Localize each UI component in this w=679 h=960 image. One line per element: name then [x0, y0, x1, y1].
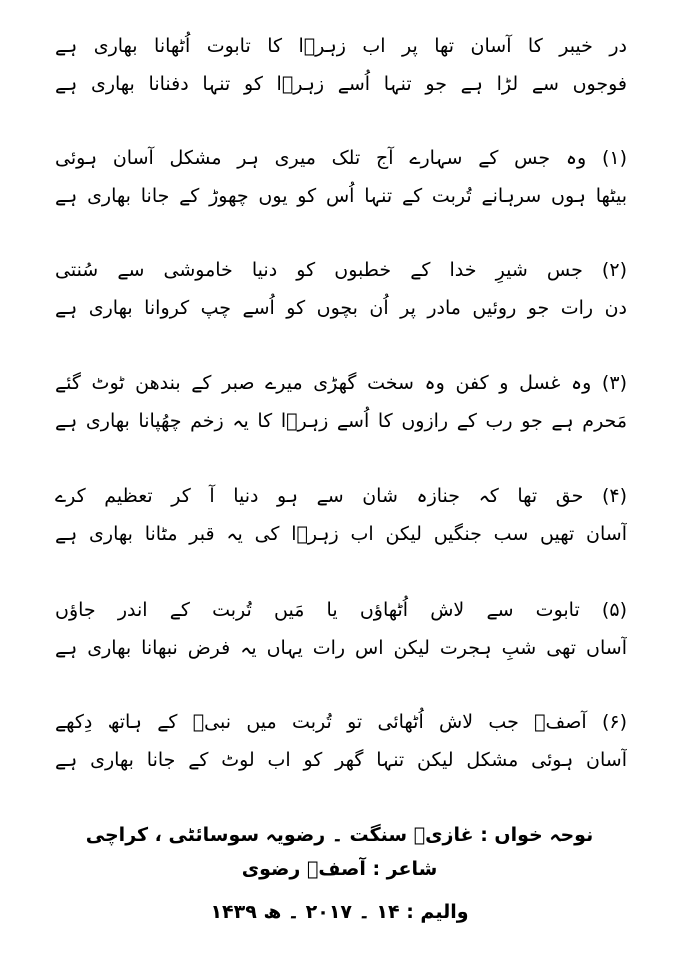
verse-line: دن رات جو روئیں مادر پر اُن بچوں کو اُسے چپ کروانا بھاری ہے — [55, 297, 627, 319]
verse-line: (۶) آصفؔ جب لاش اُٹھائی تو تُربت میں نبیؐ کے ہاتھ دِکھے — [55, 711, 627, 733]
footer-reciter: نوحہ خواں : غازیؒ سنگت ۔ رضویہ سوسائٹی ، کراچی — [85, 824, 594, 846]
verse-line: (۱) وہ جس کے سہارے آج تلک میری ہر مشکل آسان ہوئی — [55, 147, 627, 169]
verse-line: (۲) جس شیرِ خدا کے خطبوں کو دنیا خاموشی سے سُنتی — [55, 259, 627, 281]
verse-line: (۵) تابوت سے لاش اُٹھاؤں یا مَیں تُربت کے اندر جاؤں — [55, 599, 627, 621]
footer-poet: شاعر : آصفؔ رضوی — [241, 858, 438, 880]
verse-line: در خیبر کا آسان تھا پر اب زہرؑا کا تابوت اُٹھانا بھاری ہے — [55, 35, 627, 57]
verse-line: آسان ہوئی مشکل لیکن تنہا گھر کو اب لوٹ کے جانا بھاری ہے — [55, 749, 627, 771]
verse-line: فوجوں سے لڑا ہے جو تنہا اُسے زہرؑا کو تنہا دفنانا بھاری ہے — [55, 73, 627, 95]
verse-line: بیٹھا ہوں سرہانے تُربت کے تنہا اُس کو یوں چھوڑ کے جانا بھاری ہے — [55, 185, 627, 207]
verse-line: آساں تھی شبِ ہجرت لیکن اس رات یہاں یہ فرض نبھانا بھاری ہے — [55, 637, 627, 659]
verse-line: (۳) وہ غسل و کفن وہ سخت گھڑی میرے صبر کے بندھن ٹوٹ گئے — [55, 372, 627, 394]
verse-line: (۴) حق تھا کہ جنازہ شان سے ہو دنیا آ کر تعظیم کرے — [55, 485, 627, 507]
footer-volume: والیم : ۱۴ ۔ ۲۰۱۷ ۔ ھ ۱۴۳۹ — [210, 901, 469, 923]
verse-line: آسان تھیں سب جنگیں لیکن اب زہرؑا کی یہ قبر مٹانا بھاری ہے — [55, 523, 627, 545]
verse-line: مَحرم ہے جو رب کے رازوں کا اُسے زہرؑا کا یہ زخم چھُپانا بھاری ہے — [55, 410, 627, 432]
